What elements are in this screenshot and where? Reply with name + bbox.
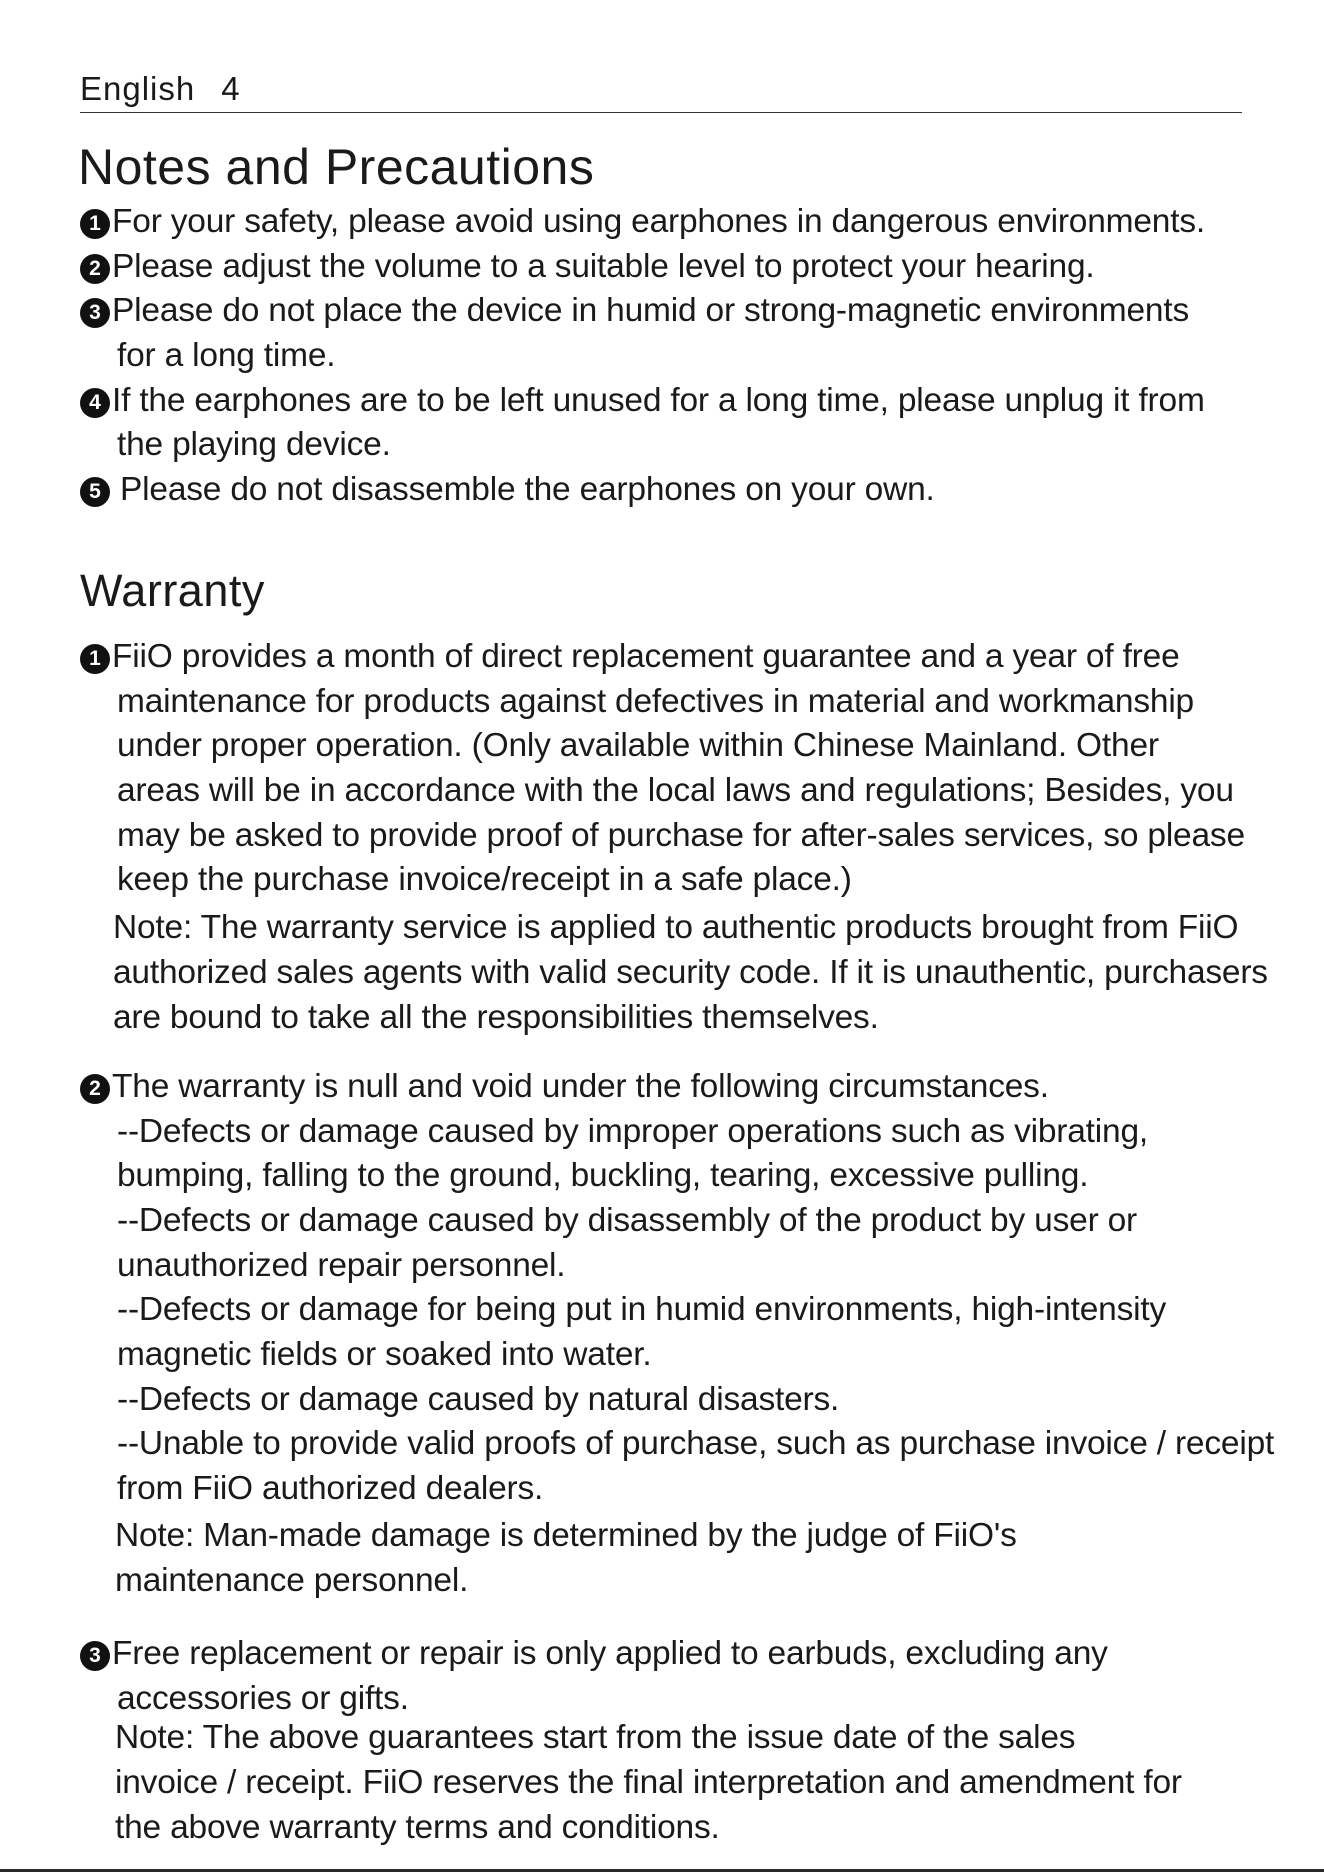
warranty-item-1-line: keep the purchase invoice/receipt in a safe place.) bbox=[117, 861, 852, 898]
number-badge-1: 1 bbox=[80, 644, 110, 674]
note-item-2: 2 Please adjust the volume to a suitable level to protect your hearing. bbox=[80, 245, 1094, 289]
warranty-item-2-line: unauthorized repair personnel. bbox=[117, 1247, 566, 1284]
warranty-item-1: 1 FiiO provides a month of direct replacement guarantee and a year of free bbox=[80, 635, 1180, 679]
warranty-item-2-line: --Unable to provide valid proofs of purchase, such as purchase invoice / receipt bbox=[117, 1425, 1275, 1462]
page-number: 4 bbox=[221, 70, 241, 107]
warranty-item-1-note: are bound to take all the responsibilities themselves. bbox=[113, 999, 879, 1036]
note-item-4-cont: the playing device. bbox=[117, 426, 391, 463]
note-item-1: 1 For your safety, please avoid using earphones in dangerous environments. bbox=[80, 200, 1205, 244]
number-badge-3: 3 bbox=[80, 1641, 110, 1671]
warranty-item-2: 2 The warranty is null and void under the following circumstances. bbox=[80, 1065, 1049, 1109]
number-badge-1: 1 bbox=[80, 209, 110, 239]
warranty-item-3-note: Note: The above guarantees start from the issue date of the sales bbox=[115, 1719, 1076, 1756]
number-badge-2: 2 bbox=[80, 254, 110, 284]
language-label: English bbox=[80, 70, 196, 107]
warranty-item-2-line: --Defects or damage caused by disassembly of the product by user or bbox=[117, 1202, 1138, 1239]
note-item-3: 3 Please do not place the device in humid or strong-magnetic environments bbox=[80, 289, 1189, 333]
page-header bbox=[80, 66, 1242, 113]
number-badge-3: 3 bbox=[80, 298, 110, 328]
number-badge-5: 5 bbox=[80, 477, 110, 507]
warranty-title: Warranty bbox=[80, 565, 265, 616]
warranty-item-2-line: --Defects or damage for being put in humid environments, high-intensity bbox=[117, 1291, 1167, 1328]
note-item-4: 4 If the earphones are to be left unused for a long time, please unplug it from bbox=[80, 379, 1205, 423]
note-item-3-cont: for a long time. bbox=[117, 337, 336, 374]
notes-title: Notes and Precautions bbox=[78, 139, 595, 195]
warranty-item-2-line: bumping, falling to the ground, buckling, tearing, excessive pulling. bbox=[117, 1157, 1089, 1194]
warranty-item-3-note: invoice / receipt. FiiO reserves the final interpretation and amendment for bbox=[115, 1764, 1182, 1801]
warranty-item-3-note: the above warranty terms and conditions. bbox=[115, 1809, 720, 1846]
warranty-item-1-line: maintenance for products against defectives in material and workmanship bbox=[117, 683, 1194, 720]
number-badge-4: 4 bbox=[80, 388, 110, 418]
warranty-item-2-line: magnetic fields or soaked into water. bbox=[117, 1336, 652, 1373]
note-item-5: 5 Please do not disassemble the earphones on your own. bbox=[80, 468, 935, 512]
warranty-item-1-note: authorized sales agents with valid security code. If it is unauthentic, purchasers bbox=[113, 954, 1268, 991]
warranty-item-1-note: Note: The warranty service is applied to authentic products brought from FiiO bbox=[113, 909, 1239, 946]
warranty-item-1-line: under proper operation. (Only available within Chinese Mainland. Other bbox=[117, 727, 1159, 764]
warranty-item-3: 3 Free replacement or repair is only applied to earbuds, excluding any bbox=[80, 1632, 1108, 1676]
warranty-item-1-line: areas will be in accordance with the local laws and regulations; Besides, you bbox=[117, 772, 1234, 809]
warranty-item-2-note: Note: Man-made damage is determined by the judge of FiiO's bbox=[115, 1517, 1017, 1554]
warranty-item-2-line: from FiiO authorized dealers. bbox=[117, 1470, 544, 1507]
warranty-item-2-note: maintenance personnel. bbox=[115, 1562, 469, 1599]
warranty-item-1-line: may be asked to provide proof of purchase for after-sales services, so please bbox=[117, 817, 1245, 854]
warranty-item-3-line: accessories or gifts. bbox=[117, 1680, 409, 1717]
number-badge-2: 2 bbox=[80, 1074, 110, 1104]
warranty-item-2-line: --Defects or damage caused by natural disasters. bbox=[117, 1381, 840, 1418]
warranty-item-2-line: --Defects or damage caused by improper operations such as vibrating, bbox=[117, 1113, 1149, 1150]
